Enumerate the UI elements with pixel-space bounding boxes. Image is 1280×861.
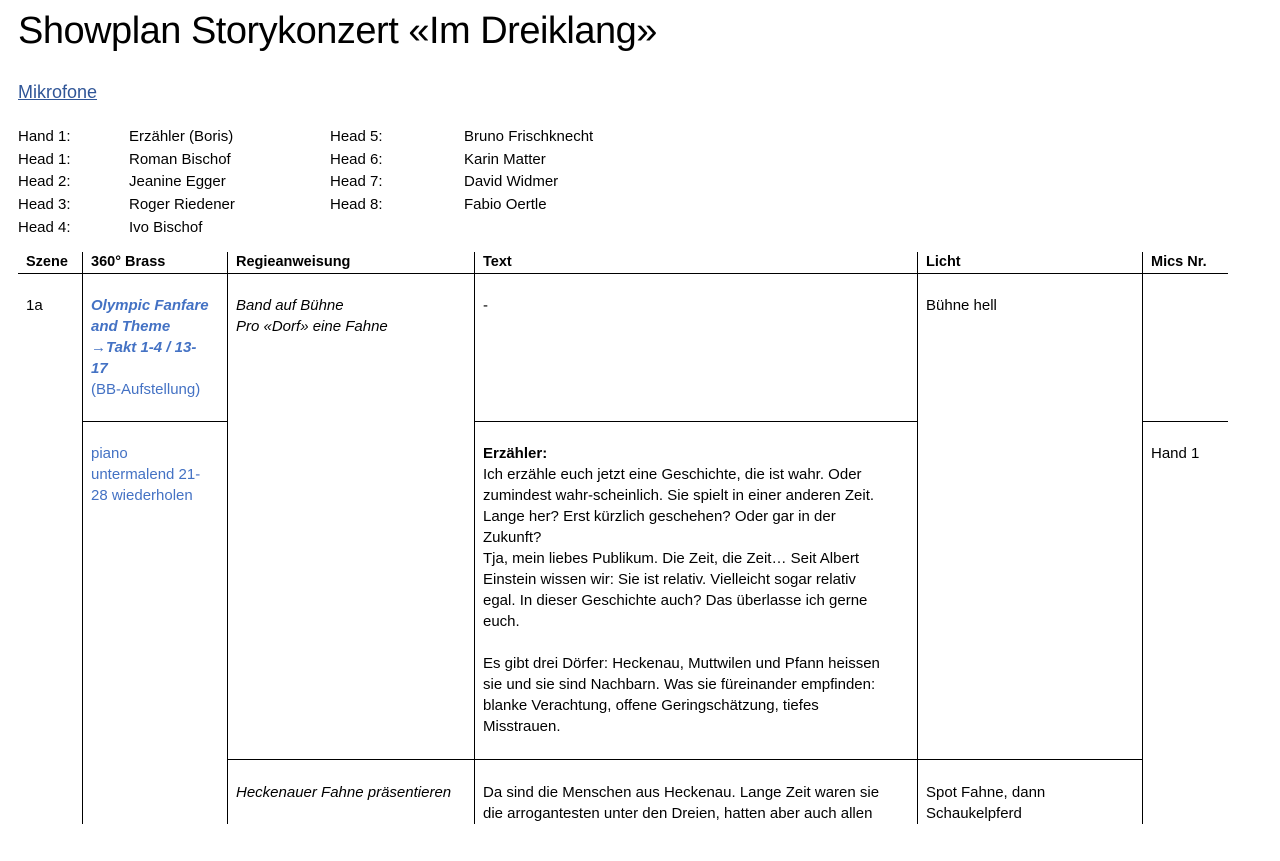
text-line: blanke Verachtung, offene Geringschätzung, tiefes (483, 697, 819, 714)
column-divider (474, 252, 475, 824)
mic-person: Fabio Oertle (464, 196, 547, 214)
mic-person: David Widmer (464, 173, 559, 191)
header-mics: Mics Nr. (1151, 254, 1207, 270)
regie-line: Pro «Dorf» eine Fahne (236, 318, 388, 335)
text-line: Da sind die Menschen aus Heckenau. Lange Zeit waren sie (483, 784, 880, 801)
text-line: Misstrauen. (483, 718, 561, 735)
text-cell: - (483, 297, 488, 314)
header-brass: 360° Brass (91, 254, 166, 270)
row-rule (227, 759, 1143, 760)
regie-cell (236, 295, 388, 337)
regie-line: Band auf Bühne (236, 297, 344, 314)
mic-person: Roger Riedener (129, 196, 235, 214)
header-text: Text (483, 254, 512, 270)
brass-note: 28 wiederholen (91, 487, 193, 504)
text-line: Ich erzähle euch jetzt eine Geschichte, die ist wahr. Oder (483, 466, 862, 483)
page-title: Showplan Storykonzert «Im Dreiklang» (18, 10, 657, 52)
text-cell (483, 443, 880, 737)
mic-label: Hand 1: (18, 128, 71, 145)
mic-person: Bruno Frischknecht (464, 128, 594, 145)
mic-labels-left (18, 126, 71, 240)
mic-label: Head 8: (330, 196, 383, 214)
header-rule (18, 273, 1228, 274)
text-line: euch. (483, 613, 520, 630)
header-regie: Regieanweisung (236, 254, 351, 270)
paragraph-gap (483, 632, 880, 653)
text-line: zumindest wahr-scheinlich. Sie spielt in einer anderen Zeit. (483, 487, 875, 504)
licht-cell: Bühne hell (926, 297, 997, 314)
mic-person: Roman Bischof (129, 150, 231, 168)
text-line: sie und sie sind Nachbarn. Was sie füreinander empfinden: (483, 676, 876, 693)
licht-line: Spot Fahne, dann (926, 784, 1046, 801)
mic-label: Head 4: (18, 218, 71, 236)
brass-piece: Olympic Fanfare (91, 297, 209, 314)
speaker-label: Erzähler: (483, 445, 548, 462)
brass-note: untermalend 21- (91, 466, 201, 483)
column-divider (227, 252, 228, 824)
mic-names-right (464, 126, 593, 217)
mic-person: Ivo Bischof (129, 218, 203, 236)
mics-cell: Hand 1 (1151, 445, 1200, 462)
column-divider (917, 252, 918, 824)
text-line: egal. In dieser Geschichte auch? Das überlasse ich gerne (483, 592, 868, 609)
text-line: Lange her? Erst kürzlich geschehen? Oder gar in der (483, 508, 836, 525)
text-cell (483, 782, 879, 824)
mic-names-left (129, 126, 235, 240)
brass-cell (91, 295, 221, 400)
mic-label: Head 6: (330, 150, 383, 168)
brass-cell (91, 443, 200, 506)
mic-label: Head 2: (18, 173, 71, 191)
mic-label: Head 3: (18, 196, 71, 214)
text-line: die arrogantesten unter den Dreien, hatten aber auch allen (483, 805, 873, 822)
brass-note: (BB-Aufstellung) (91, 381, 201, 398)
brass-piece: and Theme (91, 318, 171, 335)
szene-cell: 1a (26, 297, 43, 314)
section-heading-mikrofone: Mikrofone (18, 82, 98, 102)
header-licht: Licht (926, 254, 961, 270)
brass-bars: →Takt 1-4 / 13- (91, 339, 197, 356)
row-rule (82, 421, 228, 422)
text-line: Zukunft? (483, 529, 542, 546)
mic-label: Head 5: (330, 128, 383, 145)
header-szene: Szene (26, 254, 68, 270)
brass-bars: 17 (91, 360, 108, 377)
brass-note: piano (91, 445, 128, 462)
mic-person: Karin Matter (464, 150, 546, 168)
regie-cell: Heckenauer Fahne präsentieren (236, 784, 452, 801)
row-rule (474, 421, 918, 422)
text-line: Einstein wissen wir: Sie ist relativ. Vielleicht sogar relativ (483, 571, 856, 588)
mic-person: Jeanine Egger (129, 173, 226, 191)
text-line: Es gibt drei Dörfer: Heckenau, Muttwilen und Pfann heissen (483, 655, 880, 672)
text-line: Tja, mein liebes Publikum. Die Zeit, die Zeit… Seit Albert (483, 550, 859, 567)
mic-labels-right (330, 126, 383, 217)
column-divider (1142, 252, 1143, 824)
licht-line: Schaukelpferd (926, 805, 1022, 822)
mic-label: Head 7: (330, 173, 383, 191)
licht-cell (926, 782, 1045, 824)
column-divider (82, 252, 83, 824)
row-rule (1142, 421, 1228, 422)
mic-person: Erzähler (Boris) (129, 128, 234, 145)
mic-label: Head 1: (18, 150, 71, 168)
